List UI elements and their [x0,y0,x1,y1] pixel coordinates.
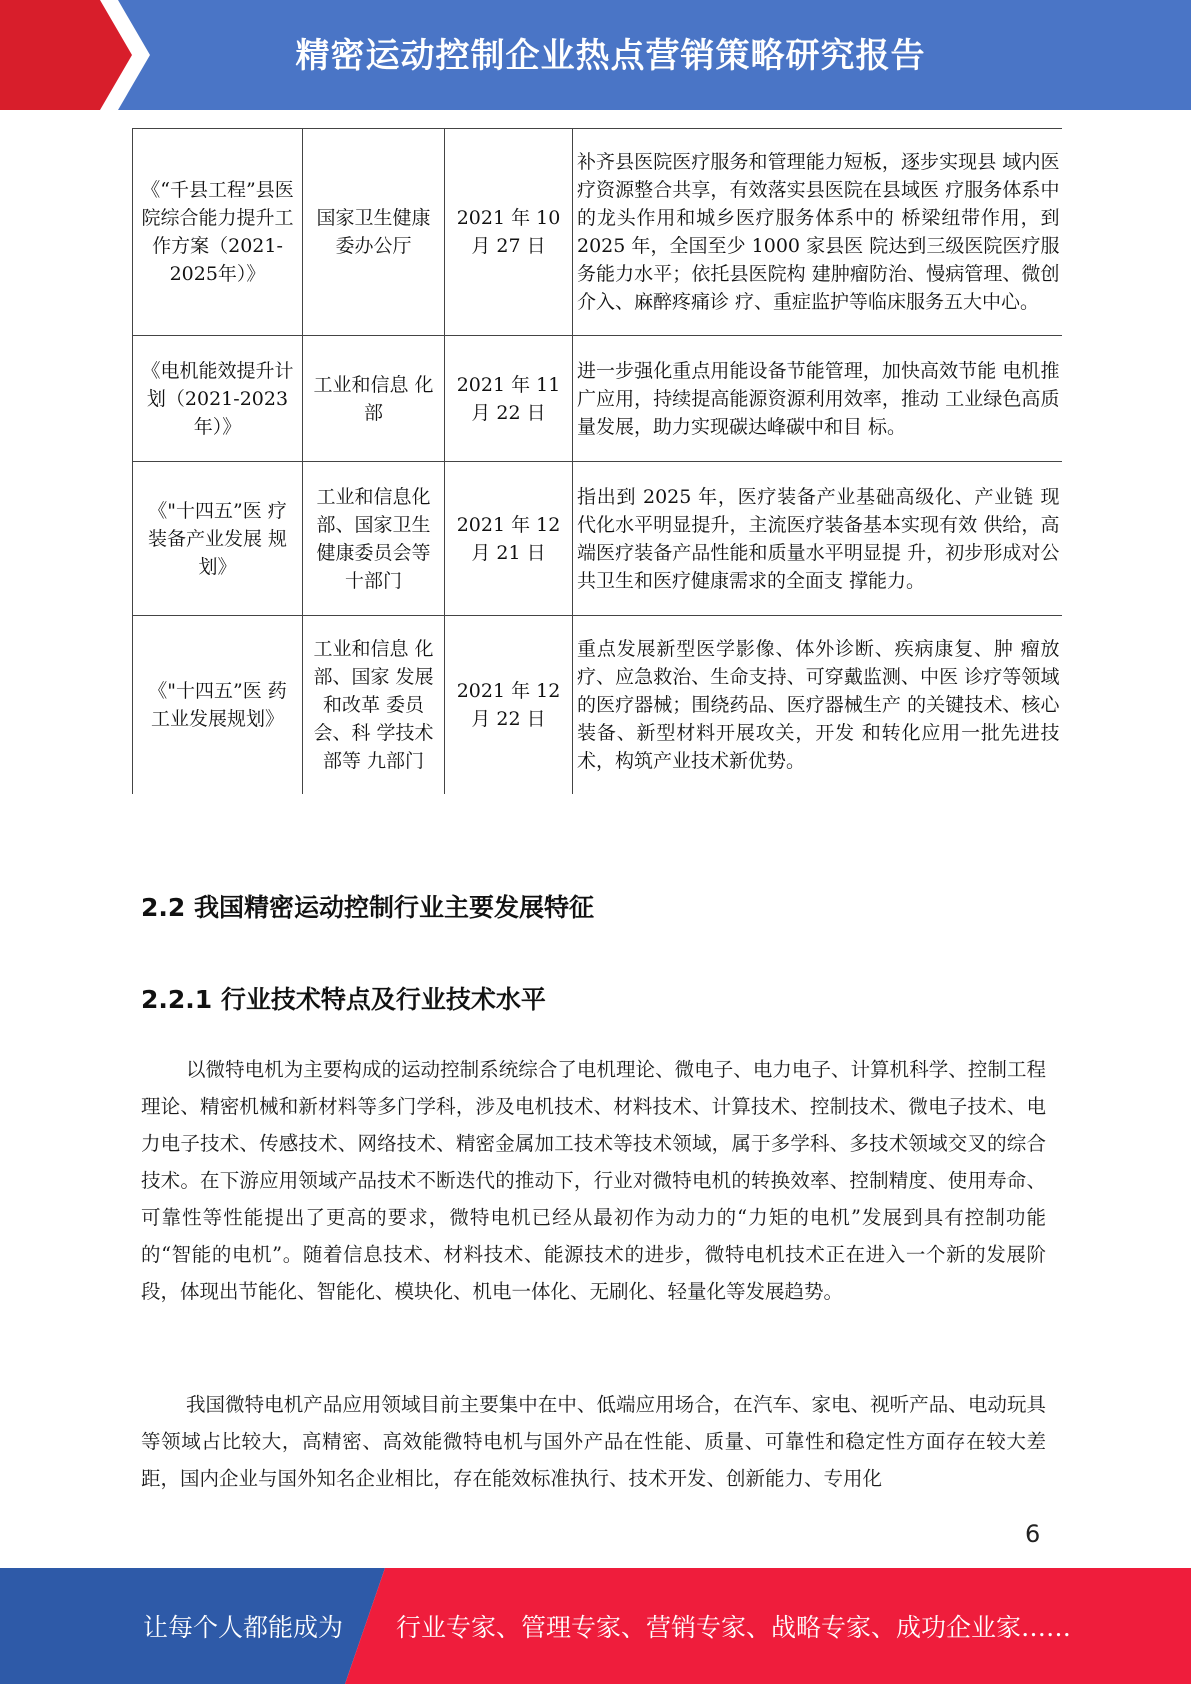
policy-table [132,128,1062,794]
policy-name: 《"十四五”医 疗装备产业发展 规划》 [133,462,303,616]
table-row [133,336,1062,462]
policy-description: 重点发展新型医学影像、体外诊断、疾病康复、肿 瘤放疗、应急救治、生命支持、可穿戴监测、中医 诊疗等领域的医疗器械；围绕药品、医疗器械生产 的关键技术、核心装备、新型材料开展攻关，开发 和转化应用一批先进技术，构筑产业技术新优势。 [573,616,1062,794]
policy-name: 《“千县工程”县医院综合能力提升工作方案（2021-2025年）》 [133,129,303,336]
page-footer [0,1568,1191,1684]
issue-date: 2021 年 10 月 27 日 [445,129,573,336]
issue-date: 2021 年 12 月 21 日 [445,462,573,616]
issuing-org: 工业和信息化部、国家卫生健康委员会等十部门 [303,462,445,616]
table-row [133,462,1062,616]
subsection-heading: 2.2.1 行业技术特点及行业技术水平 [141,985,546,1014]
issuing-org: 工业和信息 化部 [303,336,445,462]
issuing-org: 国家卫生健康委办公厅 [303,129,445,336]
body-paragraph: 以微特电机为主要构成的运动控制系统综合了电机理论、微电子、电力电子、计算机科学、控制工程理论、精密机械和新材料等多门学科，涉及电机技术、材料技术、计算技术、控制技术、微电子技术、电力电子技术、传感技术、网络技术、精密金属加工技术等技术领域，属于多学科、多技术领域交叉的综合技术。在下游应用领域产品技术不断迭代的推动下，行业对微特电机的转换效率、控制精度、使用寿命、可靠性等性能提出了更高的要求，微特电机已经从最初作为动力的“力矩的电机”发展到具有控制功能的“智能的电机”。随着信息技术、材料技术、能源技术的进步，微特电机技术正在进入一个新的发展阶段，体现出节能化、智能化、模块化、机电一体化、无刷化、轻量化等发展趋势。 [141,1058,1046,1303]
footer-slogan-right: 行业专家、管理专家、营销专家、战略专家、成功企业家…… [396,1613,1072,1642]
page-number: 6 [1025,1520,1041,1548]
policy-description: 补齐县医院医疗服务和管理能力短板，逐步实现县 域内医疗资源整合共享，有效落实县医院在县域医 疗服务体系中的龙头作用和城乡医疗服务体系中的 桥梁纽带作用，到 2025 年，全国至少 1000 家县医 院达到三级医院医疗服务能力水平；依托县医院构 建肿瘤防治、慢病管理、微创介入、麻醉疼痛诊 疗、重症监护等临床服务五大中心。 [573,129,1062,336]
policy-name: 《电机能效提升计划（2021-2023年）》 [133,336,303,462]
report-title: 精密运动控制企业热点营销策略研究报告 [295,36,926,76]
policy-name: 《"十四五”医 药工业发展规划》 [133,616,303,794]
issue-date: 2021 年 12 月 22 日 [445,616,573,794]
policy-description: 进一步强化重点用能设备节能管理，加快高效节能 电机推广应用，持续提高能源资源利用效率，推动 工业绿色高质量发展，助力实现碳达峰碳中和目 标。 [573,336,1062,462]
issuing-org: 工业和信息 化部、国家 发展和改革 委员会、科 学技术部等 九部门 [303,616,445,794]
issue-date: 2021 年 11 月 22 日 [445,336,573,462]
table-row [133,129,1062,336]
table-row [133,616,1062,794]
section-heading: 2.2 我国精密运动控制行业主要发展特征 [141,893,594,922]
policy-description: 指出到 2025 年，医疗装备产业基础高级化、产业链 现代化水平明显提升，主流医疗装备基本实现有效 供给，高端医疗装备产品性能和质量水平明显提 升，初步形成对公共卫生和医疗健康需求的全面支 撑能力。 [573,462,1062,616]
footer-slogan-left: 让每个人都能成为 [143,1613,344,1642]
page-header [0,0,1191,110]
body-paragraph: 我国微特电机产品应用领域目前主要集中在中、低端应用场合，在汽车、家电、视听产品、电动玩具等领域占比较大，高精密、高效能微特电机与国外产品在性能、质量、可靠性和稳定性方面存在较大差距，国内企业与国外知名企业相比，存在能效标准执行、技术开发、创新能力、专用化 [141,1393,1046,1490]
